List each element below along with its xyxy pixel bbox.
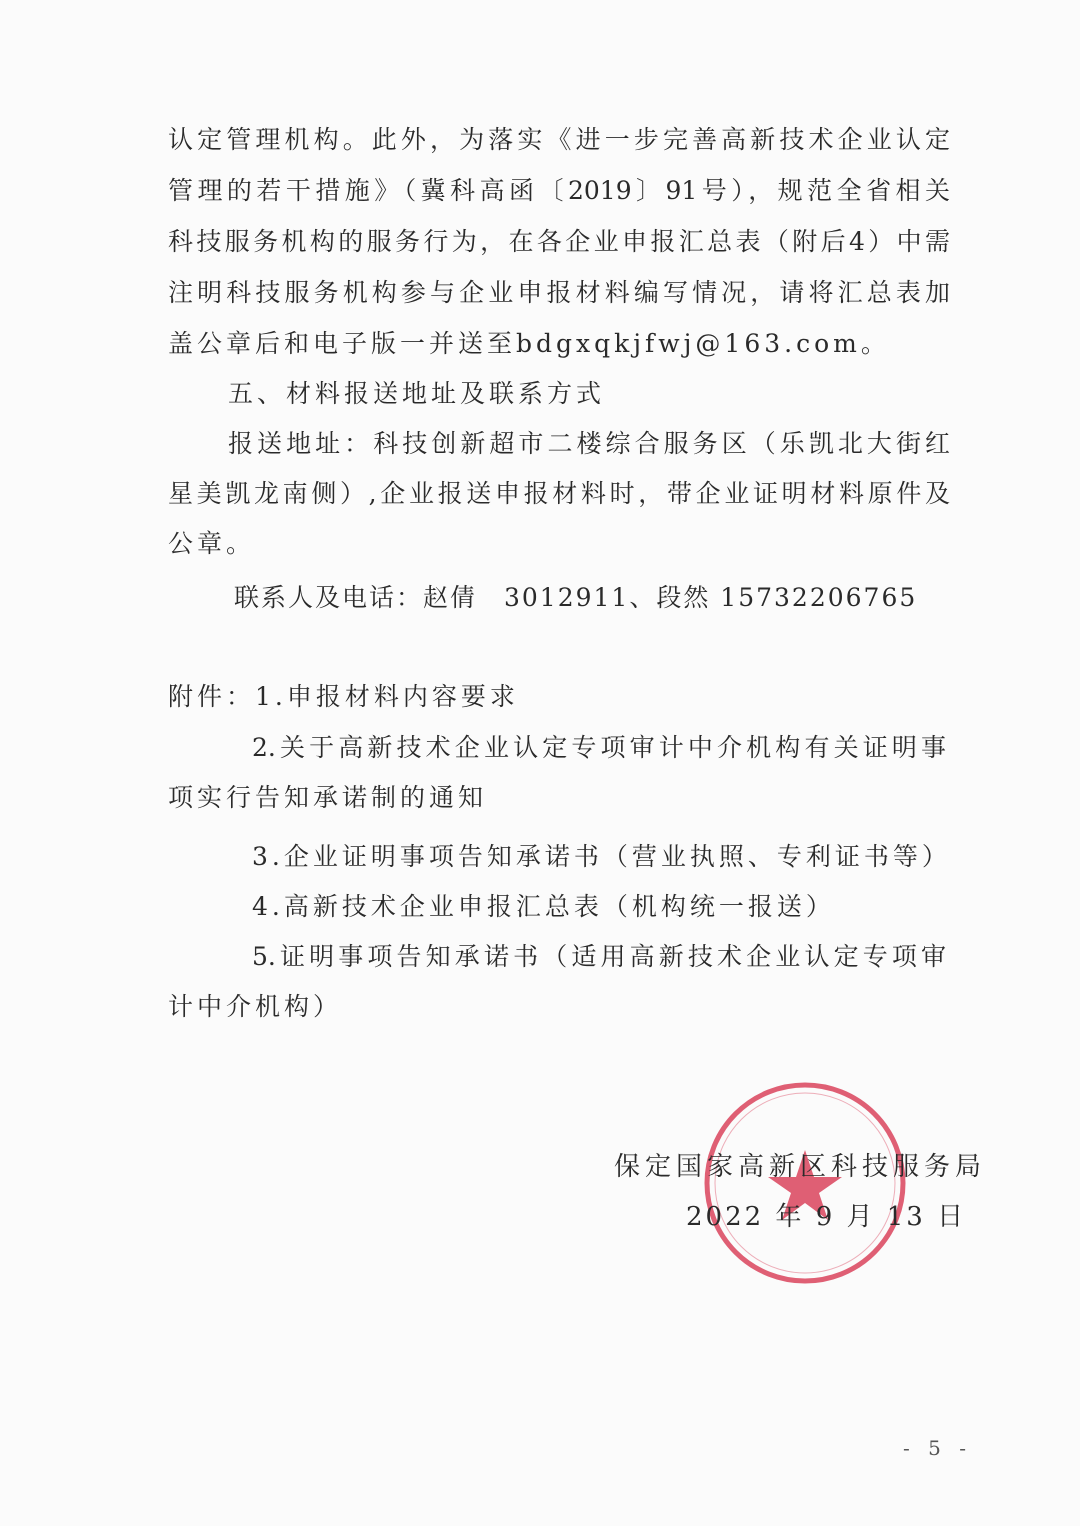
contact-line: 联系人及电话：赵倩 3012911、段然 15732206765 (234, 583, 918, 612)
issuer-name: 保定国家高新区科技服务局 (614, 1152, 987, 1182)
attachment-item: 计中介机构） (168, 992, 343, 1021)
attachment-item: 项实行告知承诺制的通知 (168, 783, 488, 812)
address-line: 公章。 (168, 529, 256, 558)
text-line: 管理的若干措施》（冀科高函〔2019〕91号），规范全省相关 (168, 176, 950, 205)
official-seal-icon (700, 1078, 910, 1288)
attachment-item: 3.企业证明事项告知承诺书（营业执照、专利证书等） (252, 842, 951, 871)
attachment-item: 5.证明事项告知承诺书（适用高新技术企业认定专项审 (252, 942, 946, 971)
section-heading: 五、材料报送地址及联系方式 (228, 379, 606, 408)
text-line: 注明科技服务机构参与企业申报材料编写情况，请将汇总表加 (168, 278, 950, 307)
page-number: - 5 - (903, 1436, 972, 1460)
attachments-label: 附件：1.申报材料内容要求 (168, 682, 519, 711)
attachment-item: 4.高新技术企业申报汇总表（机构统一报送） (252, 892, 835, 921)
text-line: 科技服务机构的服务行为，在各企业申报汇总表（附后4）中需 (168, 227, 950, 256)
address-line: 报送地址：科技创新超市二楼综合服务区（乐凯北大街红 (228, 429, 950, 458)
issue-date: 2022 年 9 月 13 日 (686, 1202, 967, 1232)
text-line-email: 盖公章后和电子版一并送至bdgxqkjfwj@163.com。 (168, 329, 890, 358)
attachment-item: 2.关于高新技术企业认定专项审计中介机构有关证明事 (252, 733, 946, 762)
address-line: 星美凯龙南侧）,企业报送申报材料时，带企业证明材料原件及 (168, 479, 950, 508)
text-line: 认定管理机构。此外，为落实《进一步完善高新技术企业认定 (168, 125, 950, 154)
